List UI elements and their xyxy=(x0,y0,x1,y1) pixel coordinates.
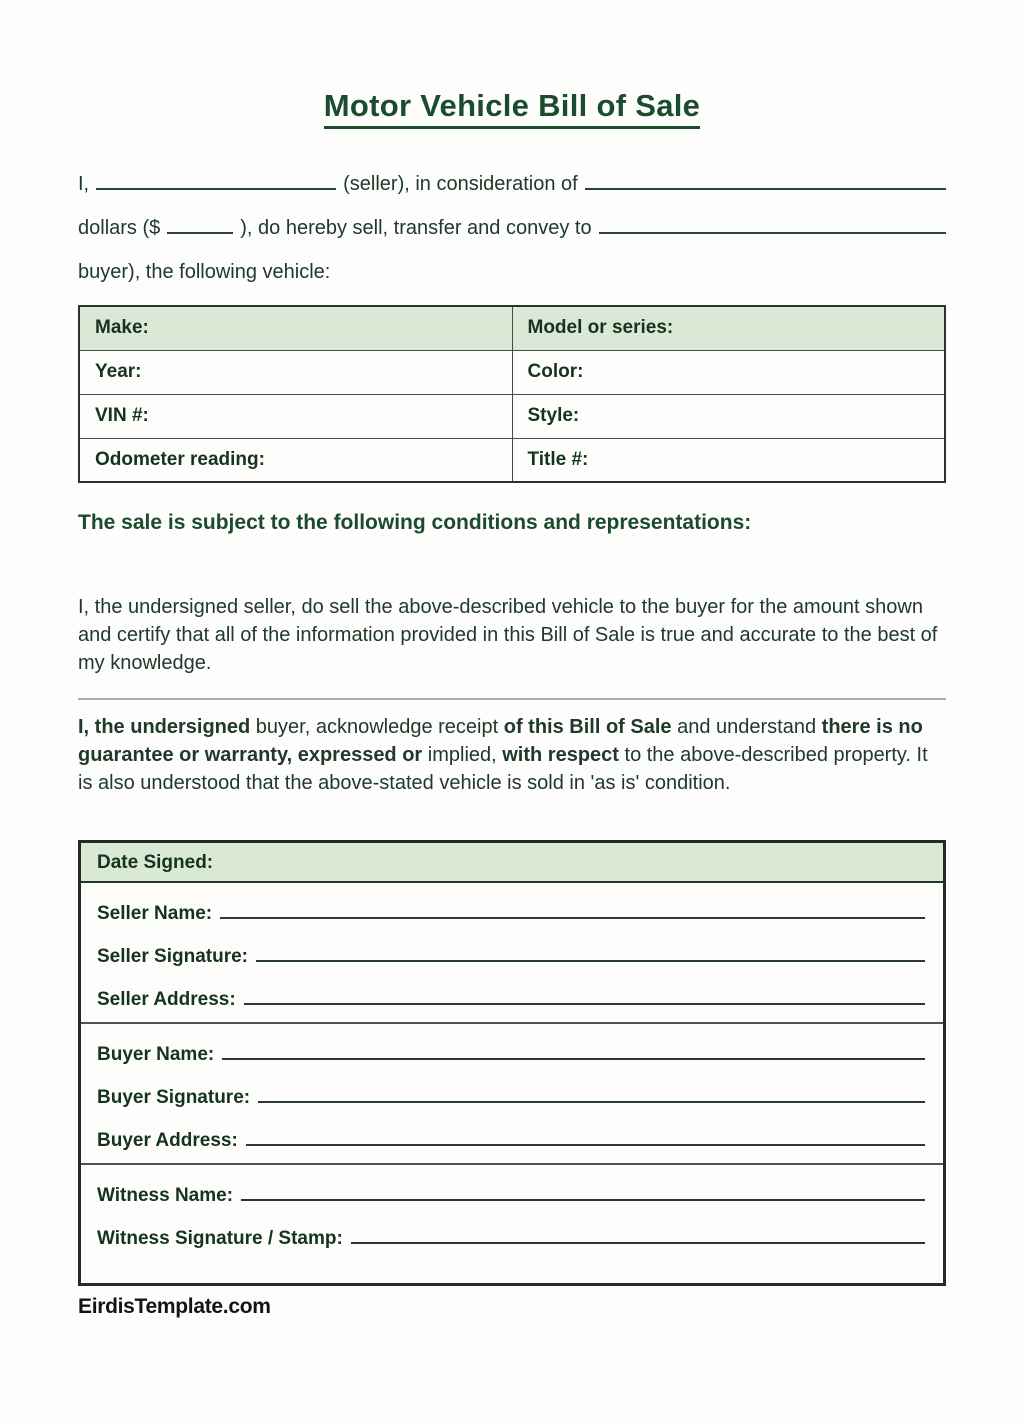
seller-name-label: Seller Name: xyxy=(97,903,213,924)
seller-address-row xyxy=(97,989,925,1014)
buyer-signature-row xyxy=(97,1087,925,1112)
buyer-name-line xyxy=(222,1058,925,1060)
vehicle-table-header-row xyxy=(79,306,945,350)
witness-signature-row xyxy=(97,1228,925,1253)
intro-line-1 xyxy=(78,173,946,197)
conditions-heading: The sale is subject to the following conditions and representations: xyxy=(78,511,752,534)
seller-address-line xyxy=(244,1003,925,1005)
cell-model: Model or series: xyxy=(512,306,945,350)
cell-vin: VIN #: xyxy=(79,394,512,438)
cell-odometer: Odometer reading: xyxy=(79,438,512,482)
seller-signature-row xyxy=(97,946,925,971)
witness-name-row xyxy=(97,1185,925,1210)
intro-line-1-lead: I, xyxy=(78,173,90,195)
witness-signature-label: Witness Signature / Stamp: xyxy=(97,1228,343,1249)
cell-color: Color: xyxy=(512,350,945,394)
buyer-statement-segment: I, the undersigned xyxy=(78,716,251,738)
cell-style: Style: xyxy=(512,394,945,438)
buyer-name-blank xyxy=(599,232,946,234)
intro-line-2-mid: ), do hereby sell, transfer and convey to xyxy=(240,217,592,239)
seller-signature-section xyxy=(81,883,943,1022)
cell-title-number: Title #: xyxy=(512,438,945,482)
table-row xyxy=(79,394,945,438)
buyer-statement xyxy=(78,713,938,797)
buyer-signature-label: Buyer Signature: xyxy=(97,1087,251,1108)
intro-line-3 xyxy=(78,261,946,285)
witness-name-line xyxy=(241,1199,925,1201)
seller-name-blank xyxy=(96,188,336,190)
witness-signature-line xyxy=(351,1242,925,1244)
buyer-statement-segment: implied, xyxy=(422,744,503,766)
cell-make: Make: xyxy=(79,306,512,350)
buyer-signature-section xyxy=(81,1022,943,1163)
intro-paragraph xyxy=(78,173,946,285)
seller-address-label: Seller Address: xyxy=(97,989,236,1010)
dollar-amount-blank xyxy=(167,232,233,234)
intro-line-2 xyxy=(78,217,946,241)
buyer-statement-segment: buyer, acknowledge receipt xyxy=(250,716,504,738)
buyer-statement-segment: there is no guarantee or warranty, expressed or xyxy=(78,716,923,766)
table-row xyxy=(79,350,945,394)
consideration-blank xyxy=(585,188,946,190)
buyer-statement-segment: to the above-described property. It is also understood that the above-stated vehicle is sold in 'as is' condition. xyxy=(78,744,928,794)
date-signed-header: Date Signed: xyxy=(81,843,943,883)
document-title: Motor Vehicle Bill of Sale xyxy=(324,88,700,129)
section-divider xyxy=(78,698,946,700)
footer-watermark: EirdisTemplate.com xyxy=(78,1295,271,1318)
table-row xyxy=(79,438,945,482)
cell-year: Year: xyxy=(79,350,512,394)
intro-line-2-lead: dollars ($ xyxy=(78,217,161,239)
seller-name-line xyxy=(220,917,925,919)
signature-table xyxy=(78,840,946,1286)
buyer-statement-segment: of this Bill of Sale xyxy=(503,716,672,738)
buyer-signature-line xyxy=(258,1101,925,1103)
seller-name-row xyxy=(97,903,925,928)
buyer-address-line xyxy=(246,1144,925,1146)
buyer-address-label: Buyer Address: xyxy=(97,1130,238,1151)
title-container xyxy=(78,0,946,129)
seller-statement: I, the undersigned seller, do sell the above-described vehicle to the buyer for the amount shown and certify that all of the information provided in this Bill of Sale is true and accurate to the best of my knowledge. xyxy=(78,596,938,674)
buyer-statement-segment: with respect xyxy=(502,744,619,766)
witness-name-label: Witness Name: xyxy=(97,1185,234,1206)
buyer-statement-segment: and understand xyxy=(671,716,822,738)
vehicle-details-table xyxy=(78,305,946,483)
buyer-address-row xyxy=(97,1130,925,1155)
seller-signature-label: Seller Signature: xyxy=(97,946,248,967)
intro-line-1-mid: (seller), in consideration of xyxy=(343,173,578,195)
buyer-name-row xyxy=(97,1044,925,1069)
buyer-name-label: Buyer Name: xyxy=(97,1044,215,1065)
intro-line-3-text: buyer), the following vehicle: xyxy=(78,261,331,283)
witness-signature-section xyxy=(81,1163,943,1283)
seller-signature-line xyxy=(256,960,925,962)
